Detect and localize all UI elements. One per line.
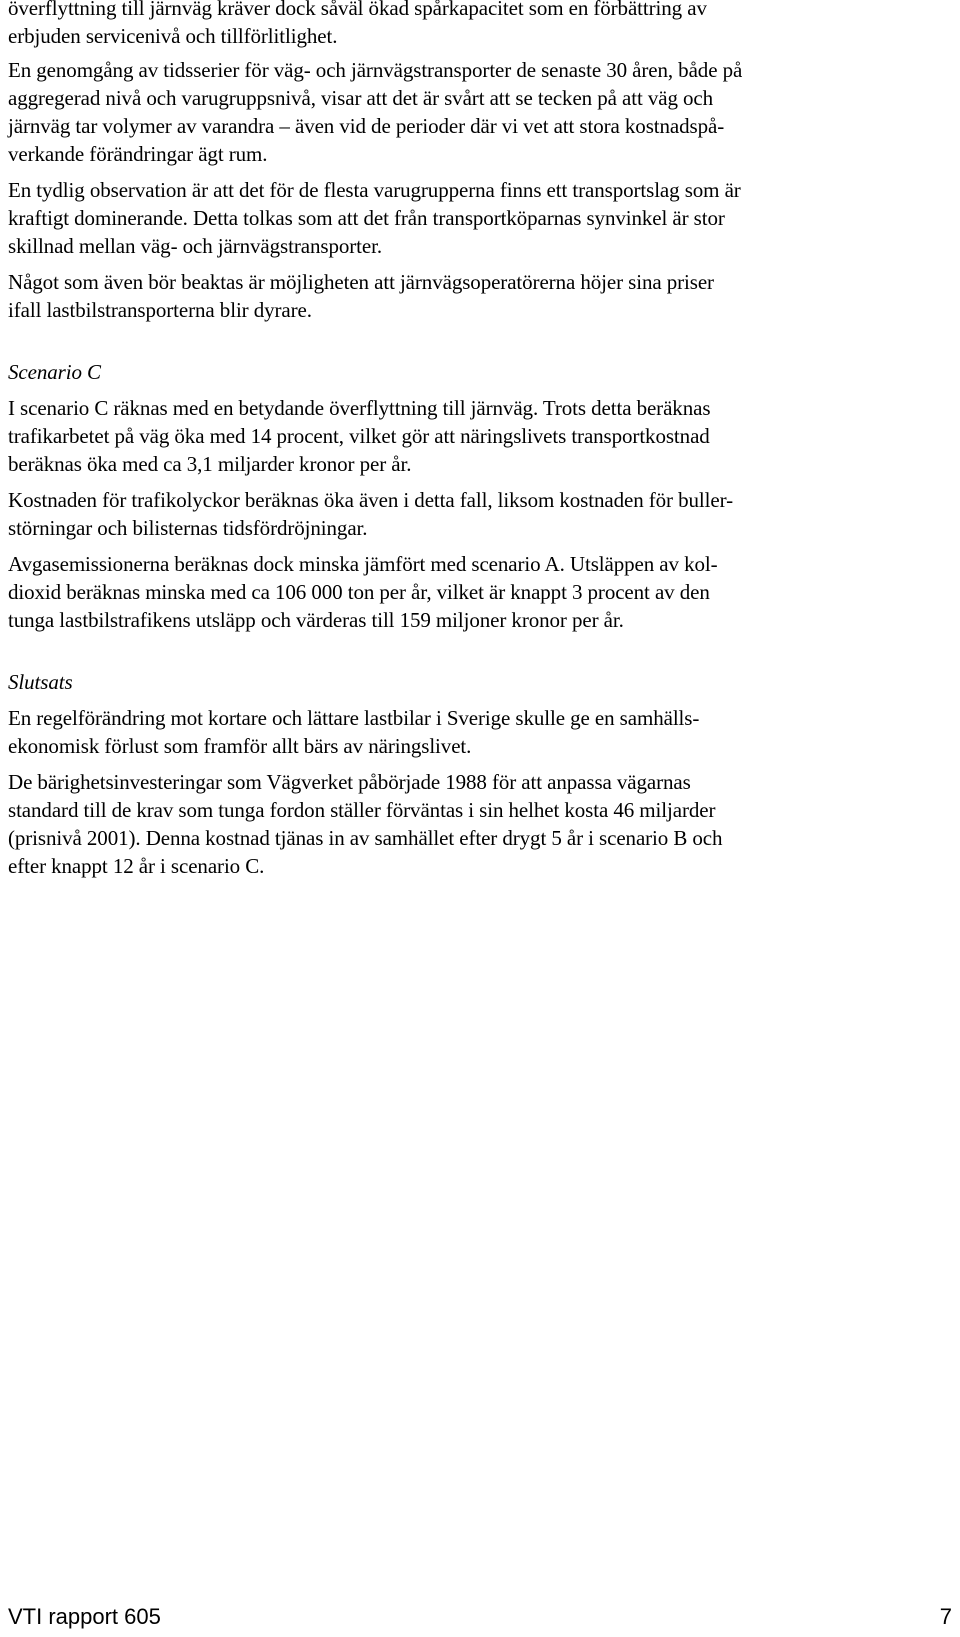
paragraph-intro-continued: överflyttning till järnväg kräver dock såväl ökad spårkapacitet som en förbättring av erbjuden servicenivå och tillförlitlighet. — [8, 0, 707, 48]
heading-scenario-c: Scenario C — [8, 360, 101, 384]
paragraph-scenario-c-2: Kostnaden för trafikolyckor beräknas öka även i detta fall, liksom kostnaden för buller- störningar och bilisternas tidsfördröjningar. — [8, 488, 733, 540]
document-body — [8, 0, 952, 880]
paragraph-slutsats-1: En regelförändring mot kortare och lättare lastbilar i Sverige skulle ge en samhälls- ekonomisk förlust som framför allt bärs av näringslivet. — [8, 706, 700, 758]
paragraph-time-series: En genomgång av tidsserier för väg- och järnvägstransporter de senaste 30 åren, både på aggregerad nivå och varugruppsnivå, visar att det är svårt att se tecken på att väg och järnväg tar volymer av varandra – även vid de perioder där vi vet att stora kostnadspå- verkande förändringar ägt rum. — [8, 58, 743, 166]
paragraph-rail-prices: Något som även bör beaktas är möjligheten att järnvägsoperatörerna höjer sina priser ifall lastbilstransporterna blir dyrare. — [8, 270, 714, 322]
paragraph-slutsats-2: De bärighetsinvesteringar som Vägverket påbörjade 1988 för att anpassa vägarnas standard till de krav som tunga fordon ställer förväntas i sin helhet kosta 46 miljarder (prisnivå 2001). Denna kostnad tjänas in av samhället efter drygt 5 år i scenario B och efter knappt 12 år i scenario C. — [8, 770, 723, 878]
paragraph-scenario-c-3: Avgasemissionerna beräknas dock minska jämfört med scenario A. Utsläppen av kol- dioxid beräknas minska med ca 106 000 ton per år, vilket är knappt 3 procent av den tunga lastbilstrafikens utsläpp och värderas till 159 miljoner kronor per år. — [8, 552, 718, 632]
footer-report-name: VTI rapport 605 — [8, 1604, 161, 1629]
paragraph-scenario-c-1: I scenario C räknas med en betydande överflyttning till järnväg. Trots detta beräknas trafikarbetet på väg öka med 14 procent, vilket gör att näringslivets transportkostnad beräknas öka med ca 3,1 miljarder kronor per år. — [8, 396, 711, 476]
heading-slutsats: Slutsats — [8, 670, 73, 694]
paragraph-observation: En tydlig observation är att det för de flesta varugrupperna finns ett transportslag som är kraftigt dominerande. Detta tolkas som att det från transportköparnas synvinkel är stor skillnad mellan väg- och järnvägstransporter. — [8, 178, 741, 258]
page-footer — [8, 1603, 952, 1637]
footer-page-number: 7 — [939, 1604, 952, 1629]
